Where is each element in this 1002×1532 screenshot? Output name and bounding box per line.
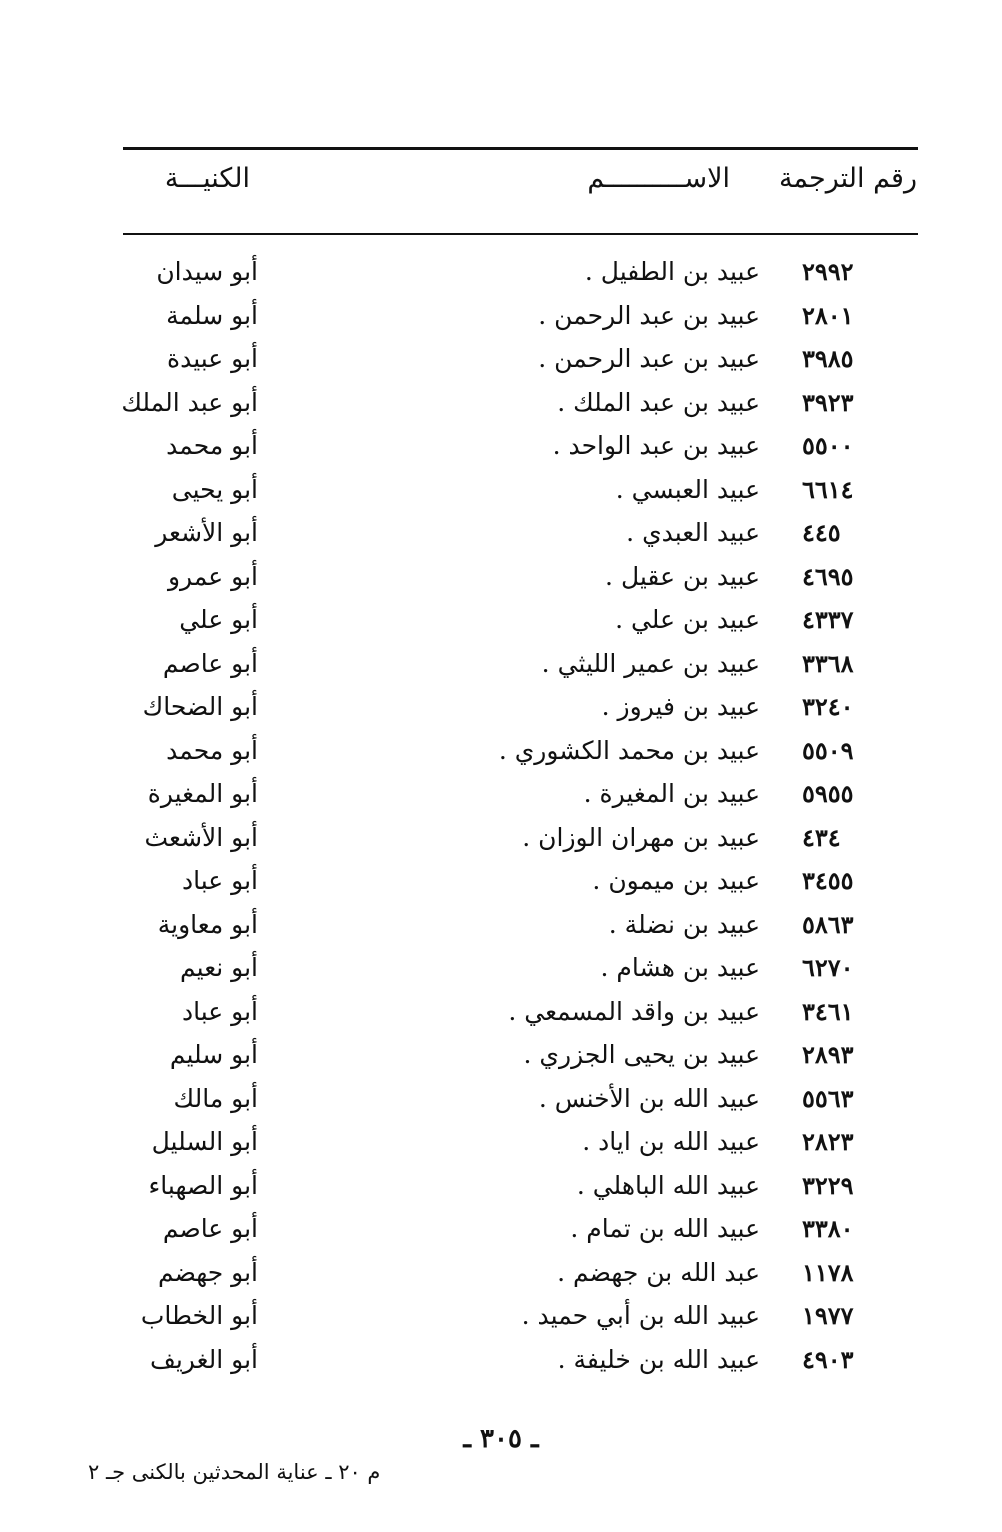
entry-name: عبيد بن علي .	[615, 605, 760, 634]
entry-name: عبيد بن نضلة .	[608, 909, 760, 939]
entry-number: ٣٣٦٨	[802, 648, 854, 678]
entry-number: ٢٨٠١	[802, 300, 854, 330]
entry-kunya: أبو سليم	[169, 1040, 258, 1069]
entry-kunya: أبو الغريف	[149, 1344, 258, 1374]
entry-number: ٥٥٠٩	[802, 735, 854, 765]
entry-kunya: أبو نعيم	[180, 953, 258, 982]
entry-name: عبيد الله بن أبي حميد .	[521, 1301, 760, 1330]
entry-number: ٣٢٤٠	[802, 692, 854, 721]
entry-name: عبيد بن واقد المسمعي .	[508, 996, 760, 1026]
entry-name: عبيد بن المغيرة .	[583, 779, 760, 808]
table-row	[0, 729, 1002, 773]
entry-kunya: أبو الضحاك	[142, 692, 258, 721]
entry-kunya: أبو سيدان	[156, 257, 258, 286]
entry-number: ٢٨٩٣	[802, 1040, 854, 1069]
entry-name: عبيد بن عبد الواحد .	[552, 431, 760, 460]
entry-number: ١١٧٨	[802, 1257, 854, 1287]
entry-kunya: أبو معاوية	[157, 909, 258, 939]
entry-name: عبيد بن عبد الملك .	[557, 387, 760, 417]
entry-name: عبد الله بن جهضم .	[557, 1257, 760, 1287]
entry-name: عبيد بن يحيى الجزري .	[523, 1040, 760, 1069]
entry-number: ٥٨٦٣	[802, 909, 854, 939]
entry-kunya: أبو الأشعث	[144, 822, 258, 852]
entry-number: ٤٩٠٣	[802, 1344, 854, 1374]
entry-number: ٣٩٨٥	[802, 344, 854, 373]
table-row	[0, 468, 1002, 512]
table-row	[0, 294, 1002, 338]
entry-name: عبيد بن هشام .	[600, 953, 760, 982]
table-row	[0, 337, 1002, 381]
entry-number: ٥٥٠٠	[802, 431, 854, 460]
table-row	[0, 1077, 1002, 1121]
table-row	[0, 1033, 1002, 1077]
entry-kunya: أبو عباد	[182, 866, 258, 895]
table-row	[0, 685, 1002, 729]
entry-kunya: أبو مالك	[173, 1083, 258, 1113]
entry-kunya: أبو عمرو	[167, 561, 258, 591]
entry-number: ٦٢٧٠	[802, 953, 854, 982]
entry-number: ٦٦١٤	[802, 474, 854, 504]
entry-kunya: أبو المغيرة	[147, 779, 258, 808]
entry-name: عبيد بن مهران الوزان .	[522, 822, 760, 852]
entry-name: عبيد بن عمير الليثي .	[541, 648, 760, 678]
table-row	[0, 424, 1002, 468]
entry-kunya: أبو الأشعر	[155, 518, 258, 547]
entry-number: ٣٤٦١	[802, 996, 854, 1026]
table-row	[0, 555, 1002, 599]
entry-kunya: أبو جهضم	[157, 1257, 258, 1287]
entry-number: ٢٩٩٢	[802, 257, 854, 286]
entry-kunya: أبو الخطاب	[140, 1301, 258, 1330]
entry-kunya: أبو يحيى	[171, 474, 258, 504]
entry-number: ٣٣٨٠	[802, 1214, 854, 1243]
table-row	[0, 1294, 1002, 1338]
table-row	[0, 1207, 1002, 1251]
table-row	[0, 990, 1002, 1034]
table-row	[0, 903, 1002, 947]
entry-kunya: أبو عاصم	[162, 1214, 258, 1243]
entry-number: ٤٣٤	[802, 822, 841, 852]
entry-name: عبيد بن ميمون .	[592, 866, 760, 895]
entry-name: عبيد بن عبد الرحمن .	[538, 300, 760, 330]
table-row	[0, 946, 1002, 990]
entry-number: ٤٤٥	[802, 518, 841, 547]
entry-kunya: أبو محمد	[166, 735, 258, 765]
entry-number: ١٩٧٧	[802, 1301, 854, 1330]
entry-name: عبيد الله بن تمام .	[570, 1214, 760, 1243]
entry-name: عبيد الله بن اياد .	[582, 1127, 760, 1156]
entry-kunya: أبو عباد	[182, 996, 258, 1026]
entry-number: ٣٩٢٣	[802, 387, 854, 417]
top-rule	[123, 147, 918, 150]
entry-name: عبيد بن محمد الكشوري .	[498, 735, 760, 765]
table-row	[0, 511, 1002, 555]
table-row	[0, 598, 1002, 642]
entry-name: عبيد بن فيروز .	[601, 692, 760, 721]
entry-number: ٣٤٥٥	[802, 866, 854, 895]
entry-kunya: أبو علي	[179, 605, 258, 634]
table-row	[0, 381, 1002, 425]
entry-name: عبيد الله الباهلي .	[576, 1170, 760, 1200]
entry-number: ٤٣٣٧	[802, 605, 854, 634]
header-kunya: الكنيـــة	[164, 163, 250, 194]
page-number: ـ ٣٠٥ ـ	[463, 1424, 539, 1454]
entry-number: ٢٨٢٣	[802, 1127, 854, 1156]
entry-kunya: أبو عاصم	[162, 648, 258, 678]
table-row	[0, 1251, 1002, 1295]
table-row	[0, 859, 1002, 903]
table-row	[0, 816, 1002, 860]
table-row	[0, 250, 1002, 294]
entry-kunya: أبو السليل	[151, 1127, 258, 1156]
entry-kunya: أبو عبيدة	[167, 344, 258, 373]
header-name: الاســــــــــم	[587, 163, 730, 194]
table-row	[0, 772, 1002, 816]
entry-kunya: أبو سلمة	[166, 300, 258, 330]
entry-name: عبيد العبدي .	[626, 518, 760, 547]
entry-number: ٤٦٩٥	[802, 561, 854, 591]
entry-number: ٥٩٥٥	[802, 779, 854, 808]
entry-name: عبيد بن عبد الرحمن .	[538, 344, 760, 373]
entry-name: عبيد الله بن الأخنس .	[538, 1083, 760, 1113]
entry-number: ٥٥٦٣	[802, 1083, 854, 1113]
header-rule	[123, 233, 918, 235]
entry-number: ٣٢٢٩	[802, 1170, 854, 1200]
header-number: رقم الترجمة	[778, 163, 917, 194]
table-row	[0, 1164, 1002, 1208]
entry-kunya: أبو محمد	[166, 431, 258, 460]
entries-table	[0, 250, 1002, 1381]
table-row	[0, 1120, 1002, 1164]
entry-name: عبيد بن عقيل .	[605, 561, 760, 591]
table-row	[0, 642, 1002, 686]
entry-name: عبيد بن الطفيل .	[584, 257, 760, 286]
entry-name: عبيد الله بن خليفة .	[557, 1344, 760, 1374]
entry-name: عبيد العبسي .	[615, 474, 760, 504]
footer-signature: م ٢٠ ـ عناية المحدثين بالكنى جـ ٢	[88, 1460, 381, 1484]
entry-kunya: أبو الصهباء	[148, 1170, 258, 1200]
table-row	[0, 1338, 1002, 1382]
entry-kunya: أبو عبد الملك	[121, 387, 258, 417]
